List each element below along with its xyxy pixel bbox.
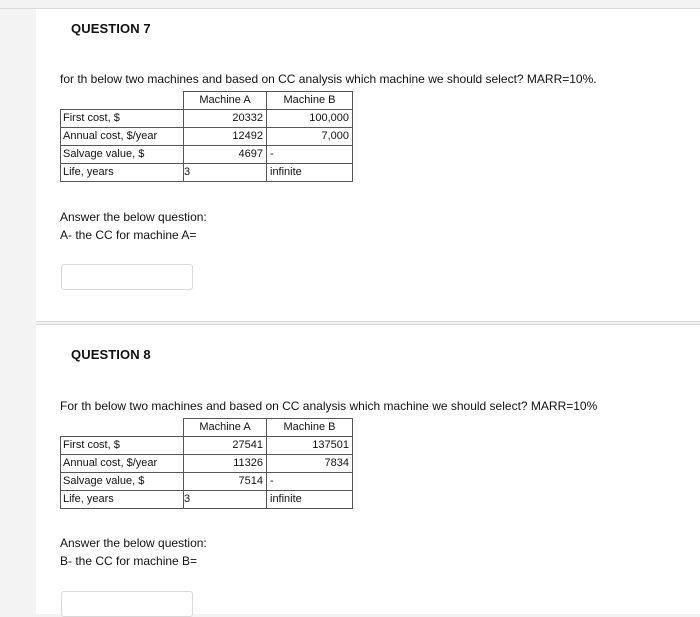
- cell-machine-a: 12492: [184, 128, 267, 146]
- answer-instructions: [60, 534, 207, 570]
- cell-machine-b: 100,000: [267, 110, 353, 128]
- answer-line-1: Answer the below question:: [60, 536, 207, 550]
- row-label: Salvage value, $: [61, 473, 184, 491]
- question-8-card: [36, 324, 700, 614]
- table-row: [61, 491, 353, 509]
- row-label: Life, years: [61, 491, 184, 509]
- table-row: [61, 146, 353, 164]
- table-row: [61, 455, 353, 473]
- row-label: First cost, $: [61, 437, 184, 455]
- cell-machine-b: 7,000: [267, 128, 353, 146]
- cell-machine-b: 137501: [267, 437, 353, 455]
- question-prompt: For th below two machines and based on CC analysis which machine we should select? MARR=10%: [60, 399, 598, 413]
- answer-instructions: [60, 208, 207, 244]
- cell-machine-a: 27541: [184, 437, 267, 455]
- row-label: First cost, $: [61, 110, 184, 128]
- cell-machine-b: infinite: [267, 164, 353, 182]
- row-label: Annual cost, $/year: [61, 455, 184, 473]
- table-row: [61, 437, 353, 455]
- table-row: [61, 164, 353, 182]
- cell-machine-b: infinite: [267, 491, 353, 509]
- answer-input[interactable]: [61, 591, 193, 617]
- cell-machine-b: -: [267, 146, 353, 164]
- answer-input[interactable]: [61, 264, 193, 290]
- row-label: Salvage value, $: [61, 146, 184, 164]
- cell-machine-a: 3: [184, 491, 267, 509]
- answer-line-1: Answer the below question:: [60, 210, 207, 224]
- machines-table: [60, 418, 353, 509]
- answer-line-2: B- the CC for machine B=: [60, 554, 198, 568]
- cell-machine-a: 20332: [184, 110, 267, 128]
- header-machine-b: Machine B: [267, 92, 353, 110]
- question-prompt: for th below two machines and based on CC analysis which machine we should select? MARR=10%.: [60, 72, 597, 86]
- row-label: Life, years: [61, 164, 184, 182]
- question-7-card: [36, 9, 700, 322]
- cell-machine-a: 7514: [184, 473, 267, 491]
- table-row: [61, 128, 353, 146]
- machines-table: [60, 91, 353, 182]
- header-machine-a: Machine A: [184, 419, 267, 437]
- table-row: [61, 473, 353, 491]
- cell-machine-a: 3: [184, 164, 267, 182]
- header-machine-b: Machine B: [267, 419, 353, 437]
- cell-machine-a: 11326: [184, 455, 267, 473]
- header-machine-a: Machine A: [184, 92, 267, 110]
- cell-machine-b: -: [267, 473, 353, 491]
- top-divider: [0, 0, 700, 9]
- answer-line-2: A- the CC for machine A=: [60, 228, 197, 242]
- question-title: QUESTION 8: [71, 347, 151, 362]
- row-label: Annual cost, $/year: [61, 128, 184, 146]
- table-row: [61, 110, 353, 128]
- cell-machine-a: 4697: [184, 146, 267, 164]
- cell-machine-b: 7834: [267, 455, 353, 473]
- question-title: QUESTION 7: [71, 21, 151, 36]
